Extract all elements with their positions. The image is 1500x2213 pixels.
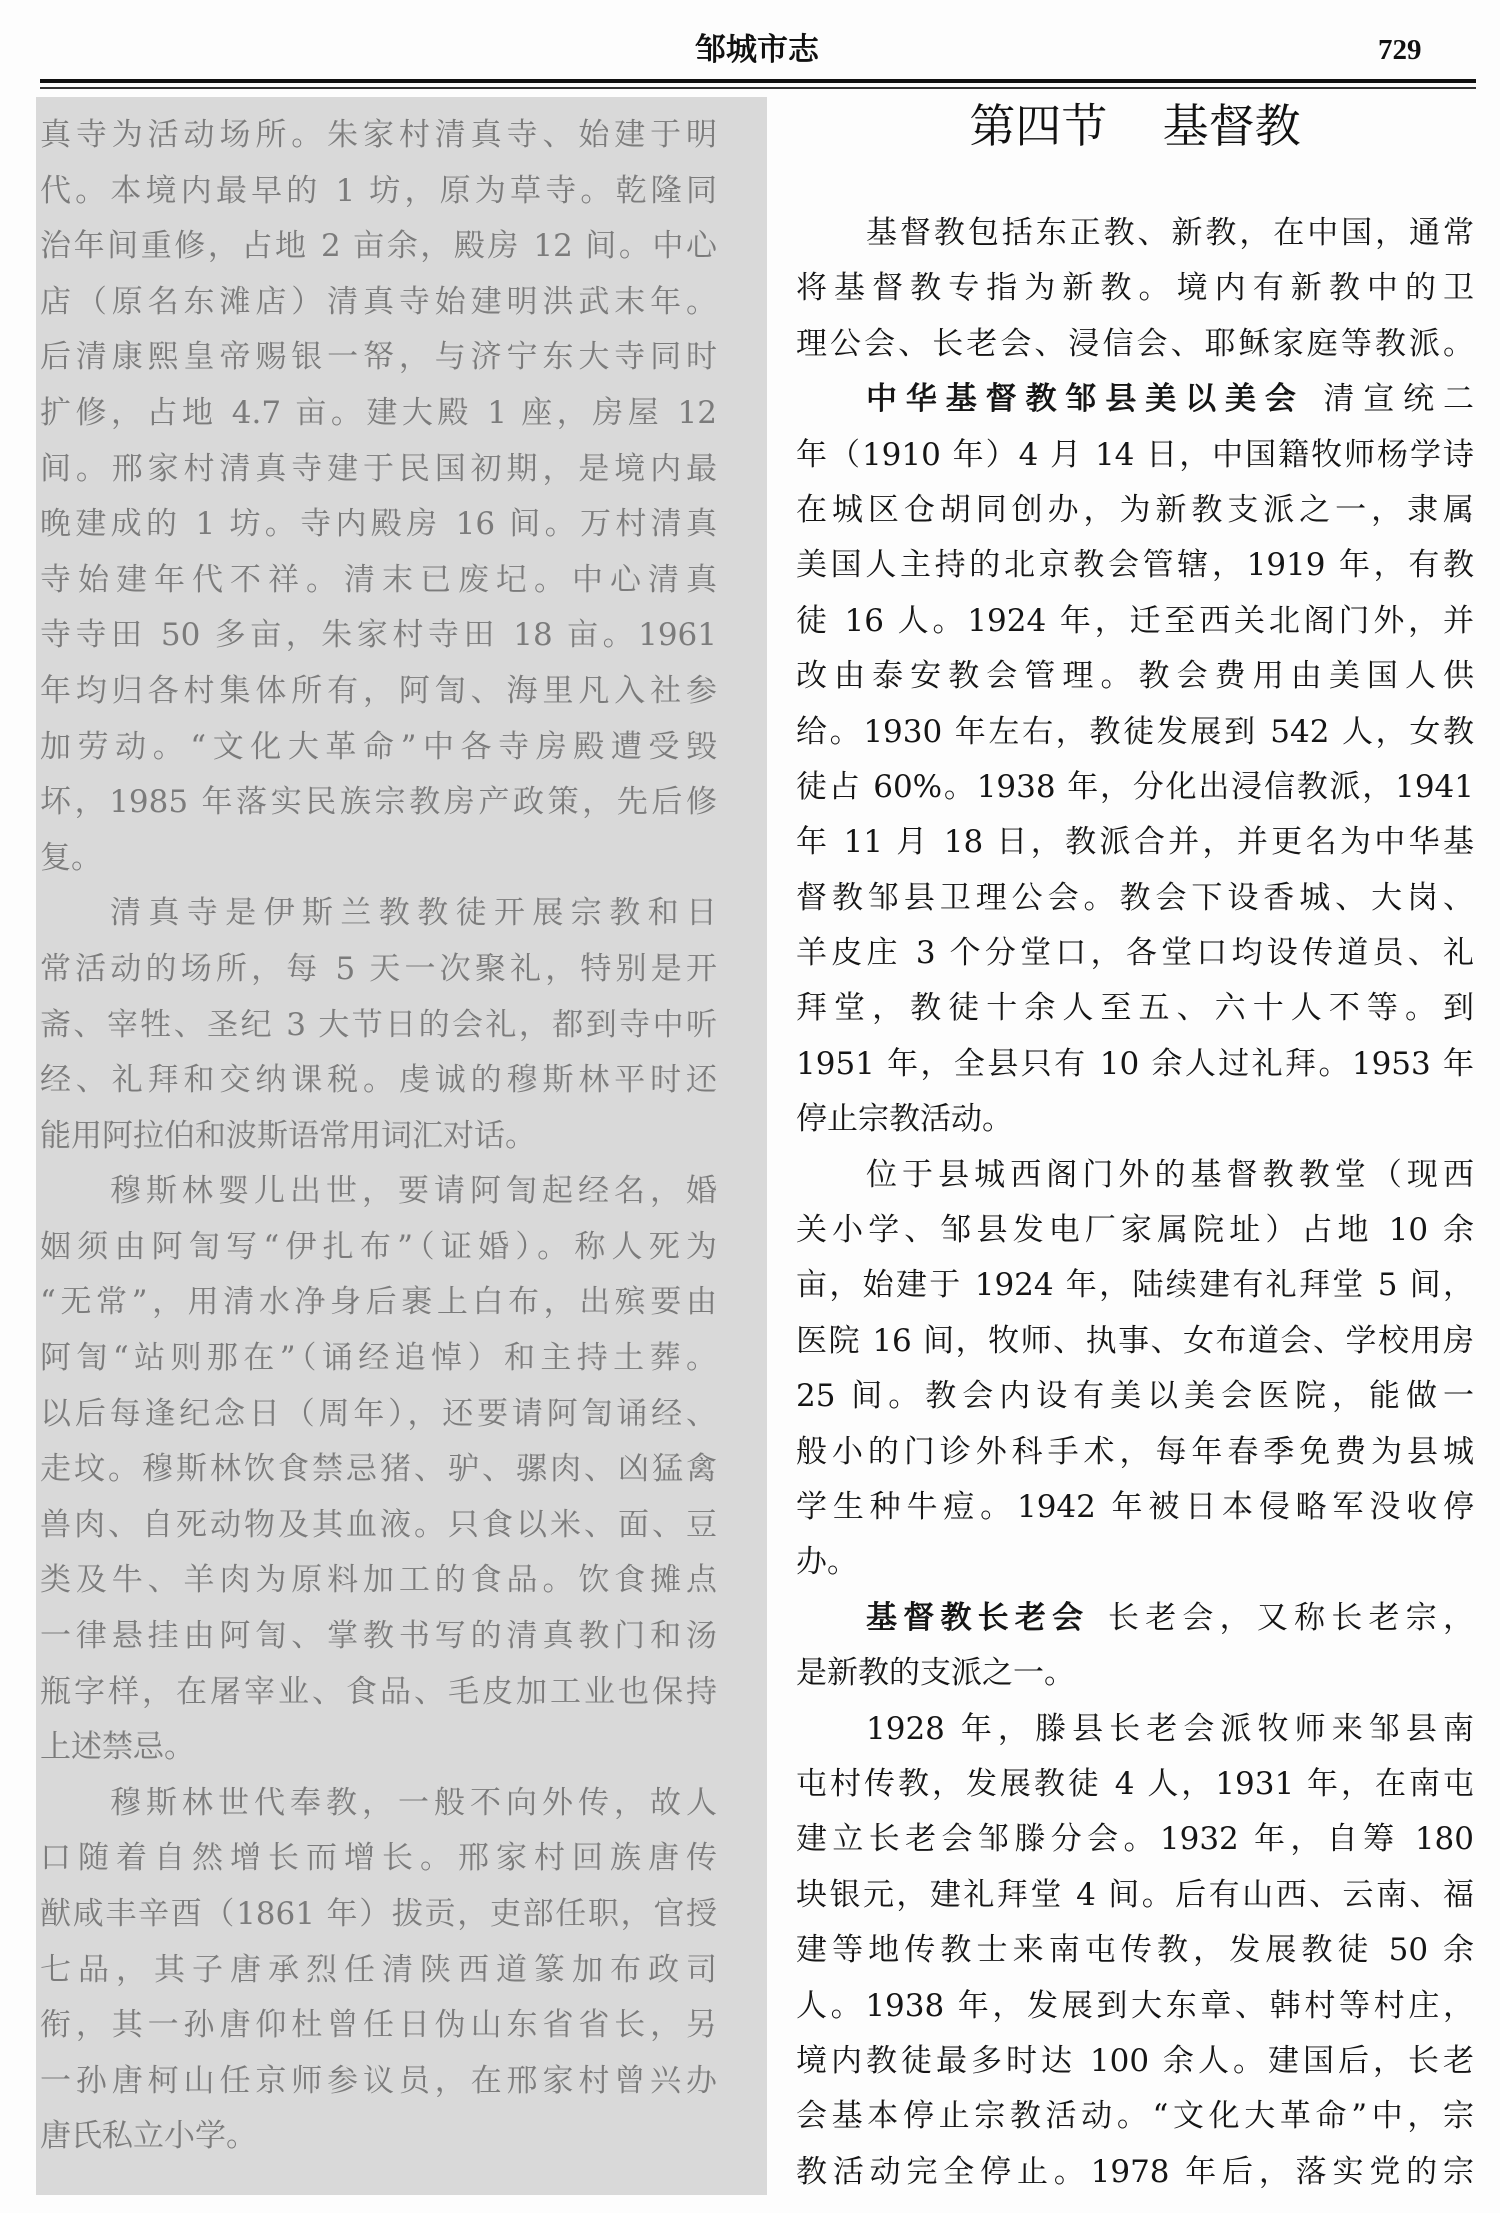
text-line: 拜堂，教徒十余人至五、六十人不等。到: [796, 990, 1474, 1027]
text-line: 停止宗教活动。: [796, 1101, 1013, 1138]
text-line: 间。邢家村清真寺建于民国初期，是境内最: [40, 450, 717, 487]
text-line: 徒 16 人。1924 年，迁至西关北阁门外，并: [796, 602, 1474, 639]
text-line: 境内教徒最多时达 100 余人。建国后，长老: [796, 2042, 1474, 2079]
text-line: 位于县城西阁门外的基督教教堂（现西: [866, 1156, 1474, 1193]
text-line: 徒占 60%。1938 年，分化出浸信教派，1941: [796, 768, 1474, 805]
text-line: 穆斯林世代奉教，一般不向外传，故人: [110, 1784, 717, 1821]
text-line: 寺始建年代不祥。清末已废圮。中心清真: [40, 561, 717, 598]
page-number: 729: [1378, 34, 1422, 66]
text-line: “无常”，用清水净身后裹上白布，出殡要由: [40, 1284, 717, 1321]
section-heading: [796, 97, 1474, 155]
text-line: 25 间。教会内设有美以美会医院，能做一: [796, 1378, 1474, 1415]
text-line: 加劳动。“文化大革命”中各寺房殿遭受毁: [40, 728, 717, 765]
text-line: 斋、宰牲、圣纪 3 大节日的会礼，都到寺中听: [40, 1006, 717, 1043]
section-title: 基督教: [1162, 99, 1301, 153]
text-line: 复。: [40, 839, 102, 876]
text-line: 七品，其子唐承烈任清陕西道篆加布政司: [40, 1951, 717, 1988]
header-rule-thick: [40, 79, 1476, 83]
paragraph: [40, 886, 717, 1164]
text-line: 坏，1985 年落实民族宗教房产政策，先后修: [40, 784, 717, 821]
text-line: 人。1938 年，发展到大东章、韩村等村庄，: [796, 1987, 1474, 2024]
text-line: 块银元，建礼拜堂 4 间。后有山西、云南、福: [796, 1876, 1474, 1913]
text-line-content: 清宣统二: [1323, 381, 1474, 418]
text-line: 般小的门诊外科手术，每年春季免费为县城: [796, 1433, 1474, 1470]
text-line: 姻须由阿訇写“伊扎布”（证婚）。称人死为: [40, 1228, 717, 1265]
text-line: 理公会、长老会、浸信会、耶稣家庭等教派。: [796, 325, 1474, 362]
book-title: 邹城市志: [695, 32, 819, 68]
paragraph: [40, 108, 717, 886]
right-column: [796, 206, 1474, 2200]
text-line: 以后每逢纪念日（周年），还要请阿訇诵经、: [40, 1395, 717, 1432]
text-line: 穆斯林婴儿出世，要请阿訇起经名，婚: [110, 1173, 717, 1210]
entry-heading: 基督教长老会: [866, 1599, 1090, 1636]
text-line: 将基督教专指为新教。境内有新教中的卫: [796, 270, 1474, 307]
text-line: 走坟。穆斯林饮食禁忌猪、驴、骡肉、凶猛禽: [40, 1451, 717, 1488]
text-line: 一律悬挂由阿訇、掌教书写的清真教门和汤: [40, 1618, 717, 1655]
text-line: 阿訇“站则那在”（诵经追悼）和主持土葬。: [40, 1340, 717, 1377]
text-line: 真寺为活动场所。朱家村清真寺、始建于明: [40, 117, 717, 153]
paragraph: [796, 1148, 1474, 1591]
header-rule-thin: [40, 87, 1476, 89]
section-number: 第四节: [969, 99, 1108, 153]
paragraph: [796, 1702, 1474, 2201]
text-line: [796, 372, 1474, 427]
text-line: 办。: [796, 1544, 858, 1581]
text-line: 督教邹县卫理公会。教会下设香城、大岗、: [796, 879, 1474, 916]
text-line: 给。1930 年左右，教徒发展到 542 人，女教: [796, 713, 1474, 750]
text-line: 清真寺是伊斯兰教教徒开展宗教和日: [110, 895, 717, 932]
text-line: 能用阿拉伯和波斯语常用词汇对话。: [40, 1117, 536, 1154]
text-line: 年均归各村集体所有，阿訇、海里凡入社参: [40, 672, 717, 709]
text-line: 会基本停止宗教活动。“文化大革命”中，宗: [796, 2098, 1474, 2135]
text-line: 常活动的场所，每 5 天一次聚礼，特别是开: [40, 950, 717, 987]
text-line: 店（原名东滩店）清真寺始建明洪武末年。: [40, 283, 717, 320]
text-line-content: 长老会，又称长老宗，: [1107, 1599, 1474, 1636]
text-line: 关小学、邹县发电厂家属院址）占地 10 余: [796, 1212, 1474, 1249]
text-line: 美国人主持的北京教会管辖，1919 年，有教: [796, 547, 1474, 584]
paragraph: [40, 1164, 717, 1776]
text-line: 一孙唐柯山任京师参议员，在邢家村曾兴办: [40, 2062, 717, 2099]
text-line: 亩，始建于 1924 年，陆续建有礼拜堂 5 间，: [796, 1267, 1474, 1304]
text-line: 寺寺田 50 多亩，朱家村寺田 18 亩。1961: [40, 617, 717, 654]
text-line: 唐氏私立小学。: [40, 2118, 257, 2155]
text-line: 猷咸丰辛酉（1861 年）拔贡，吏部任职，官授: [40, 1896, 717, 1932]
text-line: 建立长老会邹滕分会。1932 年，自筹 180: [796, 1821, 1474, 1858]
text-line: 基督教包括东正教、新教，在中国，通常: [866, 215, 1474, 251]
text-line: 年 11 月 18 日，教派合并，并更名为中华基: [796, 824, 1474, 861]
paragraph: [796, 206, 1474, 372]
paragraph: [40, 1776, 717, 2165]
text-line: 兽肉、自死动物及其血液。只食以米、面、豆: [40, 1506, 717, 1543]
text-line: 在城区仓胡同创办，为新教支派之一，隶属: [796, 491, 1474, 528]
text-line: 瓶字样，在屠宰业、食品、毛皮加工业也保持: [40, 1673, 717, 1710]
paragraph: [796, 1591, 1474, 1702]
text-line: 医院 16 间，牧师、执事、女布道会、学校用房: [796, 1322, 1474, 1359]
text-line: 治年间重修，占地 2 亩余，殿房 12 间。中心: [40, 228, 717, 265]
text-line: 年（1910 年）4 月 14 日，中国籍牧师杨学诗: [796, 436, 1474, 473]
text-line: 教活动完全停止。1978 年后，落实党的宗: [796, 2153, 1474, 2190]
text-line: 上述禁忌。: [40, 1729, 195, 1766]
paragraph: [796, 372, 1474, 1147]
text-line: 后清康熙皇帝赐银一帑，与济宁东大寺同时: [40, 339, 717, 376]
text-line: 建等地传教士来南屯传教，发展教徒 50 余: [796, 1932, 1474, 1969]
entry-heading: 中华基督教邹县美以美会: [866, 381, 1305, 418]
left-column: [40, 108, 717, 2165]
text-line: 晚建成的 1 坊。寺内殿房 16 间。万村清真: [40, 506, 717, 543]
text-line: [796, 1591, 1474, 1646]
text-line: 1928 年，滕县长老会派牧师来邹县南: [866, 1710, 1474, 1747]
text-line: 1951 年，全县只有 10 余人过礼拜。1953 年: [796, 1045, 1474, 1082]
text-line: 屯村传教，发展教徒 4 人，1931 年，在南屯: [796, 1765, 1474, 1802]
text-line: 改由泰安教会管理。教会费用由美国人供: [796, 658, 1474, 695]
text-line: 衔，其一孙唐仰杜曾任日伪山东省省长，另: [40, 2007, 717, 2044]
text-line: 代。本境内最早的 1 坊，原为草寺。乾隆同: [40, 172, 717, 209]
text-line: 经、礼拜和交纳课税。虔诚的穆斯林平时还: [40, 1062, 717, 1099]
text-line: 口随着自然增长而增长。邢家村回族唐传: [40, 1840, 717, 1877]
text-line: 是新教的支派之一。: [796, 1655, 1075, 1692]
text-line: 学生种牛痘。1942 年被日本侵略军没收停: [796, 1488, 1474, 1525]
text-line: 羊皮庄 3 个分堂口，各堂口均设传道员、礼: [796, 935, 1474, 972]
text-line: 扩修，占地 4.7 亩。建大殿 1 座，房屋 12: [40, 394, 717, 431]
text-line: 类及牛、羊肉为原料加工的食品。饮食摊点: [40, 1562, 717, 1599]
